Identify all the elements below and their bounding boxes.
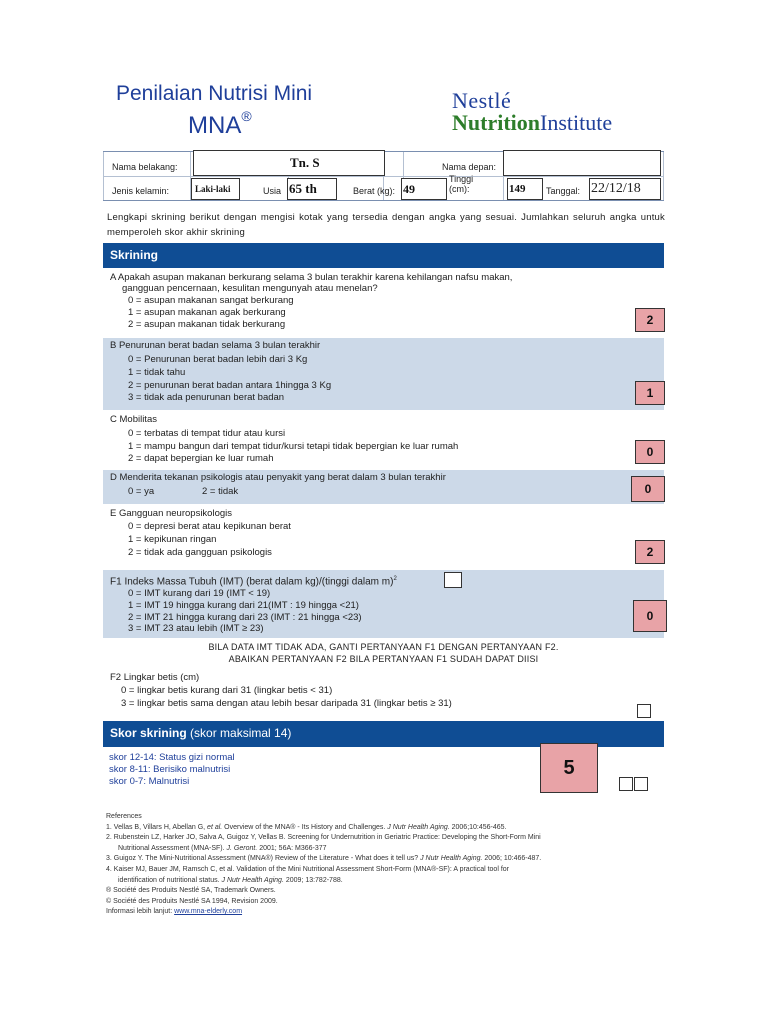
score-box-e[interactable]: 2 <box>635 540 665 564</box>
question-f1: F1 Indeks Massa Tubuh (IMT) (berat dalam kg)/(tinggi dalam m)$^2$ 0 = IMT kurang dari 19 (IMT < 19) 1 = IMT 19 hingga kurang dari 21(IMT : 19 hingga <21) 2 = IMT 21 hingga kurang dari 23 (IMT : 21 hingga <23) 3 = IMT 23 atau lebih (IMT ≥ 23) 0 <box>103 570 664 638</box>
f1-checkbox[interactable] <box>444 572 462 588</box>
score-box-a[interactable]: 2 <box>635 308 665 332</box>
skor-normal: skor 12-14: Status gizi normal <box>109 752 235 763</box>
berat-value: 49 <box>403 182 415 196</box>
jenis-kelamin-field[interactable] <box>191 178 240 200</box>
nama-depan-label: Nama depan: <box>442 162 497 172</box>
nama-depan-field[interactable] <box>503 150 661 176</box>
score-box-d[interactable]: 0 <box>631 476 665 502</box>
f2-checkbox[interactable] <box>637 704 651 718</box>
usia-field[interactable] <box>287 178 337 200</box>
jenis-kelamin-label: Jenis kelamin: <box>112 186 170 196</box>
form-subtitle-mna: MNA® <box>188 108 252 139</box>
question-d: D Menderita tekanan psikologis atau penyakit yang berat dalam 3 bulan terakhir 0 = ya 2 = tidak 0 <box>103 470 664 504</box>
skrining-header: Skrining <box>103 243 664 268</box>
question-a: A Apakah asupan makanan berkurang selama 3 bulan terakhir karena kehilangan nafsu makan, gangguan pencernaan, kesulitan mengunyah atau menelan? 0 = asupan makanan sangat berkurang 1 = asupan makanan agak berkurang 2 = asupan makanan tidak berkurang 2 <box>103 268 664 338</box>
skor-skrining-header: Skor skrining (skor maksimal 14) <box>103 721 664 747</box>
score-box-f1[interactable]: 0 <box>633 600 667 632</box>
patient-info-table <box>103 151 664 201</box>
question-b: B Penurunan berat badan selama 3 bulan terakhir 0 = Penurunan berat badan lebih dari 3 Kg 1 = tidak tahu 2 = penurunan berat badan antara 1hingga 3 Kg 3 = tidak ada penurunan berat badan 1 <box>103 338 664 410</box>
references: References 1. Vellas B, Villars H, Abellan G, et al. Overview of the MNA® - Its History and Challenges. J Nutr Health Aging. 2006;10:456-465. 2. Rubenstein LZ, Harker JO, Salva A, Guigoz Y, Vellas B. Screening for Undernutrition in Geriatric Practice: Developing the Short-Form Mini Nutritional Assessment (MNA-SF). J. Geront. 2001; 56A: M366-377 3. Guigoz Y. The Mini-Nutritional Assessment (MNA®) Review of the Literature - What does it tell us? J Nutr Health Aging. 2006; 10:466-487. 4. Kaiser MJ, Bauer JM, Ramsch C, et al. Validation of the Mini Nutritional Assessment Short-Form (MNA®-SF): A practical tool for identification of nutritional status. J Nutr Health Aging. 2009; 13:782-788. ® Société des Produits Nestlé SA, Trademark Owners. © Société des Produits Nestlé SA 1994, Revision 2009. Informasi lebih lanjut: www.mna-elderly.com <box>106 813 542 916</box>
nestle-logo-text: Nestlé <box>452 88 512 113</box>
result-checkbox-1[interactable] <box>619 777 633 791</box>
mna-website-link[interactable]: www.mna-elderly.com <box>174 908 243 916</box>
tanggal-label: Tanggal: <box>546 186 581 196</box>
jenis-kelamin-value: Laki-laki <box>195 184 231 194</box>
form-title: Penilaian Nutrisi Mini <box>116 82 313 105</box>
nama-belakang-label: Nama belakang: <box>112 162 178 172</box>
tanggal-value: 22/12/18 <box>591 181 641 196</box>
usia-value: 65 th <box>289 181 317 196</box>
total-score-box[interactable]: 5 <box>540 743 598 793</box>
instructions-text: Lengkapi skrining berikut dengan mengisi kotak yang tersedia dengan angka yang sesuai. Jumlahkan seluruh angka untuk memperoleh skor akhir skrining <box>107 212 665 238</box>
question-e: E Gangguan neuropsikologis 0 = depresi berat atau kepikunan berat 1 = kepikunan ringan 2 = tidak ada gangguan psikologis 2 <box>103 504 664 570</box>
question-f2: F2 Lingkar betis (cm) 0 = lingkar betis kurang dari 31 (lingkar betis < 31) 3 = lingkar betis sama dengan atau lebih besar daripada 31 (lingkar betis ≥ 31) <box>103 668 664 720</box>
result-checkbox-2[interactable] <box>634 777 648 791</box>
score-box-b[interactable]: 1 <box>635 381 665 405</box>
tinggi-field[interactable] <box>507 178 543 200</box>
usia-label: Usia <box>263 186 282 196</box>
tinggi-value: 149 <box>509 183 526 195</box>
question-c: C Mobilitas 0 = terbatas di tempat tidur atau kursi 1 = mampu bangun dari tempat tidur/kursi tetapi tidak bepergian ke luar rumah 2 = dapat bepergian ke luar rumah 0 <box>103 410 664 470</box>
berat-label: Berat (kg): <box>353 186 396 196</box>
nama-belakang-value: Tn. S <box>290 155 320 170</box>
score-box-c[interactable]: 0 <box>635 440 665 464</box>
imt-note: BILA DATA IMT TIDAK ADA, GANTI PERTANYAAN F1 DENGAN PERTANYAAN F2. ABAIKAN PERTANYAAN F2 BILA PERTANYAAN F1 SUDAH DAPAT DIISI <box>208 642 559 664</box>
skor-malnutrisi: skor 0-7: Malnutrisi <box>109 776 190 787</box>
tanggal-field[interactable] <box>589 178 661 200</box>
nutrition-institute-logo: NutritionInstitute <box>452 110 613 135</box>
berat-field[interactable] <box>401 178 447 200</box>
skor-berisiko: skor 8-11: Berisiko malnutrisi <box>109 764 231 775</box>
nama-belakang-field[interactable] <box>193 150 385 176</box>
tinggi-label: Tinggi (cm): <box>449 174 474 194</box>
